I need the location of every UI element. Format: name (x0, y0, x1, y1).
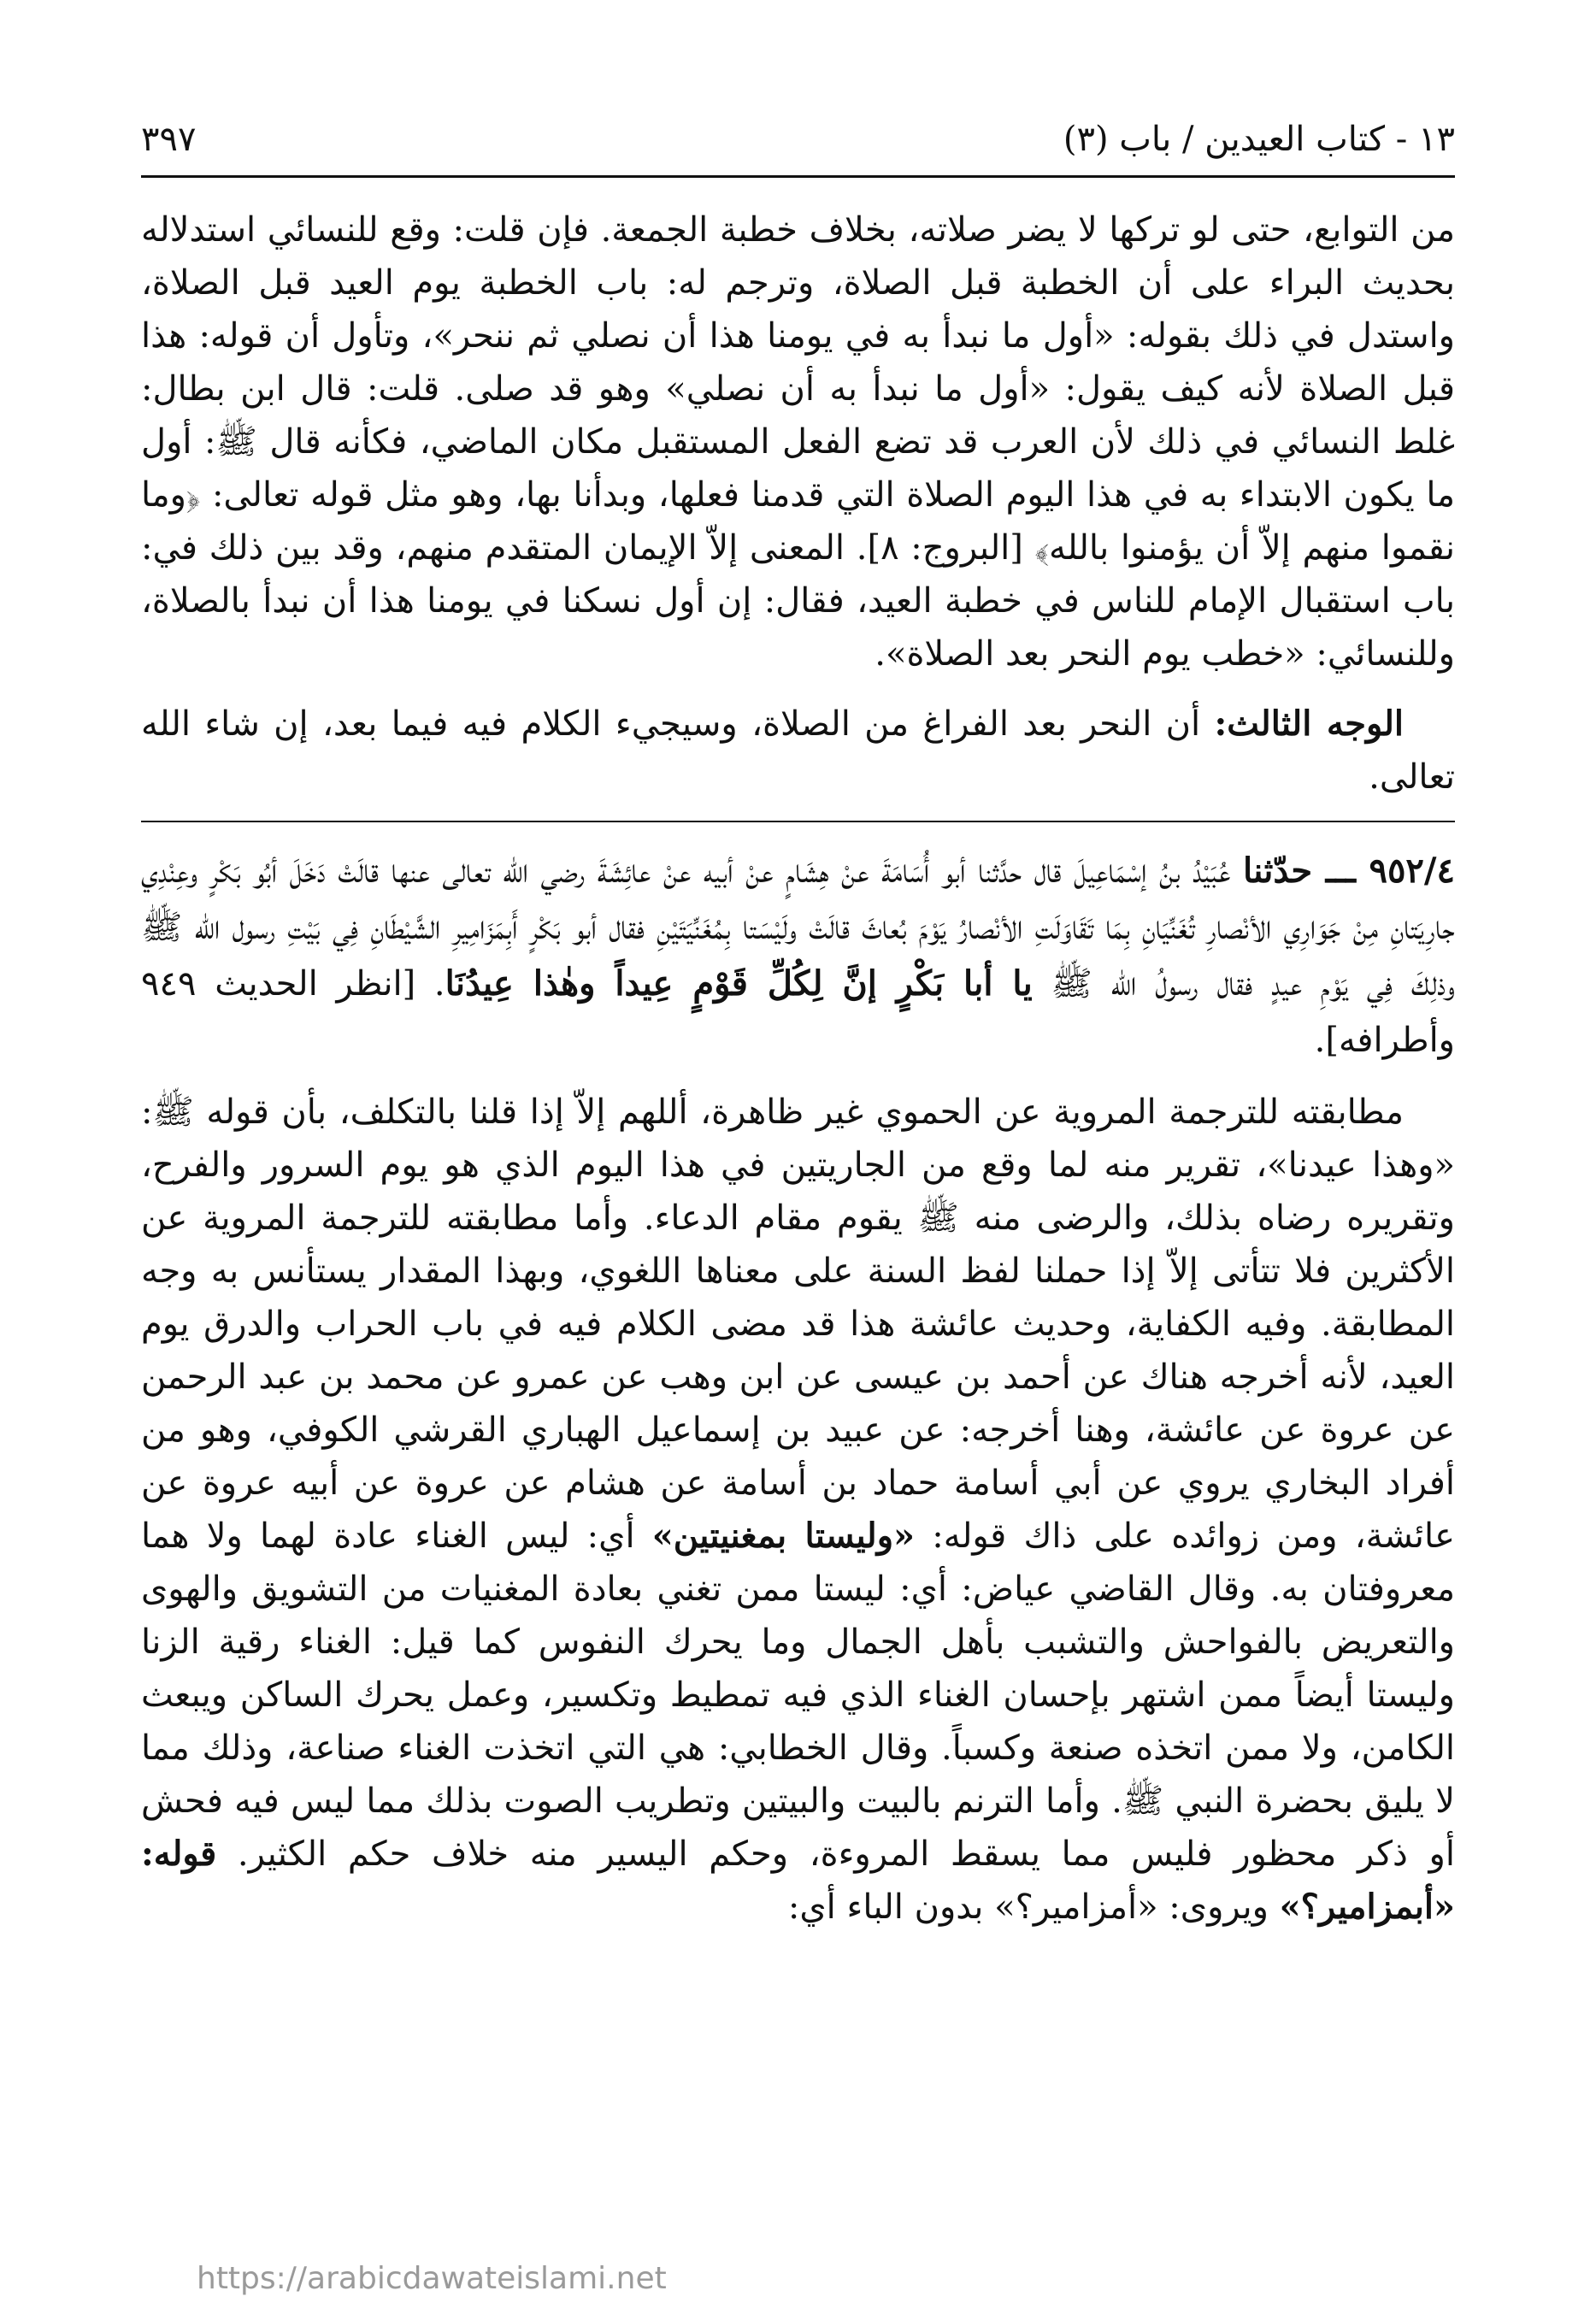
hadith-block (141, 843, 1455, 1069)
third-aspect-text: أن النحر بعد الفراغ من الصلاة، وسيجيء الكلام فيه فيما بعد، إن شاء الله تعالى. (141, 704, 1455, 797)
page-number: ٣٩٧ (141, 120, 197, 159)
page-body (141, 203, 1455, 1951)
commentary-bold-phrase: «وليستا بمغنيتين» (651, 1516, 916, 1556)
paragraph-3 (141, 1086, 1455, 1934)
commentary-text: مطابقته للترجمة المروية عن الحموي غير ظاهرة، أللهم إلاّ إذا قلنا بالتكلف، بأن قوله ﷺ: «وهذا عيدنا»، تقرير منه لما وقع من الجاريتين في هذا اليوم الذي هو يوم السرور والفرح، وتقريره رضاه بذلك، والرضى منه ﷺ يقوم مقام الدعاء. وأما مطابقته للترجمة المروية عن الأكثرين فلا تتأتى إلاّ إذا حملنا لفظ السنة على معناها اللغوي، وبهذا المقدار يستأنس به وجه المطابقة. وفيه الكفاية، وحديث عائشة هذا قد مضى الكلام فيه في باب الحراب والدرق يوم العيد، لأنه أخرجه هناك عن أحمد بن عيسى عن ابن وهب عن عمرو عن محمد بن عبد الرحمن عن عروة عن عائشة، وهنا أخرجه: عن عبيد بن إسماعيل الهباري القرشي الكوفي، وهو من أفراد البخاري يروي عن أبي أسامة حماد بن أسامة عن هشام عن عروة عن أبيه عروة عن عائشة، ومن زوائده على ذاك قوله: (141, 1092, 1455, 1556)
hadith-reference: . [انظر الحديث ٩٤٩ وأطرافه]. (141, 964, 1455, 1060)
paragraph-1: من التوابع، حتى لو تركها لا يضر صلاته، بخلاف خطبة الجمعة. فإن قلت: وقع للنسائي استدلاله بحديث البراء على أن الخطبة قبل الصلاة، وترجم له: باب الخطبة يوم العيد قبل الصلاة، واستدل في ذلك بقوله: «أول ما نبدأ به في يومنا هذا أن نصلي ثم ننحر»، وتأول أن قوله: هذا قبل الصلاة لأنه كيف يقول: «أول ما نبدأ به أن نصلي» وهو قد صلى. قلت: قال ابن بطال: غلط النسائي في ذلك لأن العرب قد تضع الفعل المستقبل مكان الماضي، فكأنه قال ﷺ: أول ما يكون الابتداء به في هذا اليوم الصلاة التي قدمنا فعلها، وبدأنا بها، وهو مثل قوله تعالى: ﴿وما نقموا منهم إلاّ أن يؤمنوا بالله﴾ [البروج: ٨]. المعنى إلاّ الإيمان المتقدم منهم، وقد بين ذلك في: باب استقبال الإمام للناس في خطبة العيد، فقال: إن أول نسكنا في يومنا هذا أن نبدأ بالصلاة، وللنسائي: «خطب يوم النحر بعد الصلاة». (141, 210, 1456, 674)
hadith-bold-quote: يا أبا بَكْرٍ إنَّ لِكُلِّ قَوْمٍ عِيداً وهٰذا عِيدُنَا (445, 963, 1033, 1004)
commentary-continued: أي: ليس الغناء عادة لهما ولا هما معروفتان به. وقال القاضي عياض: أي: ليستا ممن تغني بعادة المغنيات من التشويق والهوى والتعريض بالفواحش والتشبب بأهل الجمال وما يحرك النفوس كما قيل: الغناء رقية الزنا وليستا أيضاً ممن اشتهر بإحسان الغناء الذي فيه تمطيط وتكسير، وعمل يحرك الساكن ويبعث الكامن، ولا ممن اتخذه صنعة وكسباً. وقال الخطابي: هي التي اتخذت الغناء صناعة، وذلك مما لا يليق بحضرة النبي ﷺ. وأما الترنم بالبيت والبيتين وتطريب الصوت بذلك مما ليس فيه فحش أو ذكر محظور فليس مما يسقط المروءة، وحكم اليسير منه خلاف حكم الكثير. (141, 1516, 1455, 1874)
commentary-label: قوله: «أبمزامير؟» (141, 1834, 1455, 1927)
hadith-text: عُبَيْدُ بنُ إسْمَاعِيلَ قال حدَّثنا أبو أُسَامَةَ عنْ هِشَامٍ عنْ أبيه عنْ عائِشَةَ رضي الله تعالى عنها قالَتْ دَخَلَ أبُو بَكْرٍ وعِنْدِي جارِيَتانِ مِنْ جَوَارِي الأنْصارِ تُغَنِّيَانِ بِمَا تَقَاوَلَتِ الأنْصارُ يَوْمَ بُعاثَ قالَتْ ولَيْسَتا بِمُغَنِّيَتَيْنِ فقال أبو بَكْرٍ أَبِمَزَامِيرِ الشَّيْطَانِ فِي بَيْتِ رسول الله ﷺ وذلِكَ فِي يَوْمِ عيدٍ فقال رسولُ الله ﷺ (141, 851, 1455, 1004)
chapter-title: ١٣ - كتاب العيدين / باب (٣) (1063, 120, 1455, 159)
commentary-end: ويروى: «أمزامير؟» بدون الباء أي: (787, 1887, 1280, 1927)
third-aspect-label: الوجه الثالث: (1214, 704, 1404, 744)
header-rule (141, 175, 1455, 178)
running-head (141, 120, 1455, 159)
hadith-number: ٩٥٢/٤ ـــ حدّثنا (1243, 851, 1455, 891)
paragraph-2 (141, 698, 1455, 804)
watermark-url: https://arabicdawateislami.net (197, 2261, 667, 2296)
section-divider (141, 821, 1455, 822)
